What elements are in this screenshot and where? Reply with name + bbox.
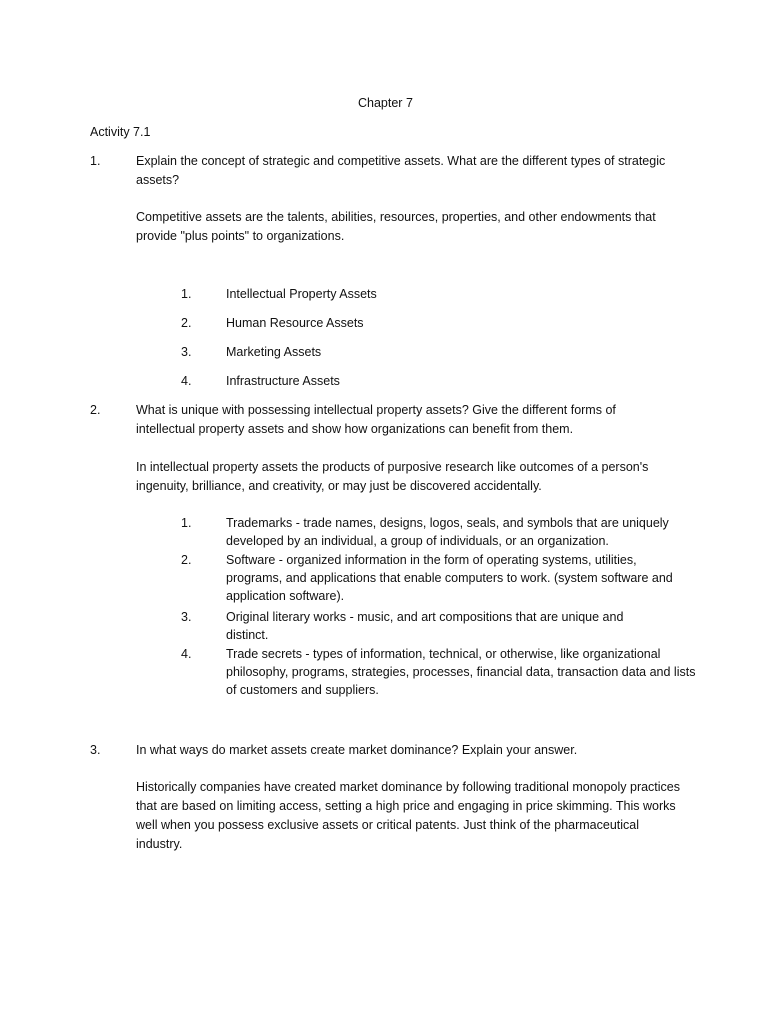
answer-text: Historically companies have created market dominance by following traditional monopoly practices that are based on limiting access, setting a high price and engaging in price skimming. This works well when you possess exclusive assets or critical patents. Just think of the pharmaceutical industry.	[136, 780, 681, 851]
question-number: 1.	[90, 154, 101, 168]
list-item-text: Infrastructure Assets	[226, 374, 340, 388]
question-text: In what ways do market assets create market dominance? Explain your answer.	[136, 743, 578, 757]
question-text: Explain the concept of strategic and competitive assets. What are the different types of strategic assets?	[136, 154, 666, 187]
list-item-text: Trademarks - trade names, designs, logos, seals, and symbols that are uniquely developed by an individual, a group of individuals, or an organization.	[226, 516, 669, 548]
list-item-number: 3.	[181, 610, 192, 624]
question-text: What is unique with possessing intellectual property assets? Give the different forms of intellectual property assets and show how organizations can benefit from them.	[136, 403, 616, 436]
list-item-text: Intellectual Property Assets	[226, 287, 377, 301]
chapter-title: Chapter 7	[358, 96, 413, 110]
question-number: 3.	[90, 743, 101, 757]
list-item-text: Trade secrets - types of information, technical, or otherwise, like organizational philosophy, programs, strategies, processes, financial data, transaction data and lists of customers and suppliers.	[226, 647, 696, 697]
list-item-text: Software - organized information in the form of operating systems, utilities, programs, and applications that enable computers to work. (system software and application software).	[226, 553, 673, 603]
list-item-number: 4.	[181, 374, 192, 388]
list-item-number: 3.	[181, 345, 192, 359]
question-number: 2.	[90, 403, 101, 417]
answer-text: In intellectual property assets the products of purposive research like outcomes of a person's ingenuity, brilliance, and creativity, or may just be discovered accidentally.	[136, 460, 649, 493]
activity-label: Activity 7.1	[90, 125, 151, 139]
list-item-number: 4.	[181, 647, 192, 661]
answer-text: Competitive assets are the talents, abilities, resources, properties, and other endowments that provide "plus points" to organizations.	[136, 210, 656, 243]
list-item-number: 2.	[181, 553, 192, 567]
list-item-text: Original literary works - music, and art compositions that are unique and distinct.	[226, 610, 624, 642]
list-item-number: 1.	[181, 516, 192, 530]
list-item-number: 2.	[181, 316, 192, 330]
list-item-number: 1.	[181, 287, 192, 301]
list-item-text: Marketing Assets	[226, 345, 322, 359]
list-item-text: Human Resource Assets	[226, 316, 364, 330]
